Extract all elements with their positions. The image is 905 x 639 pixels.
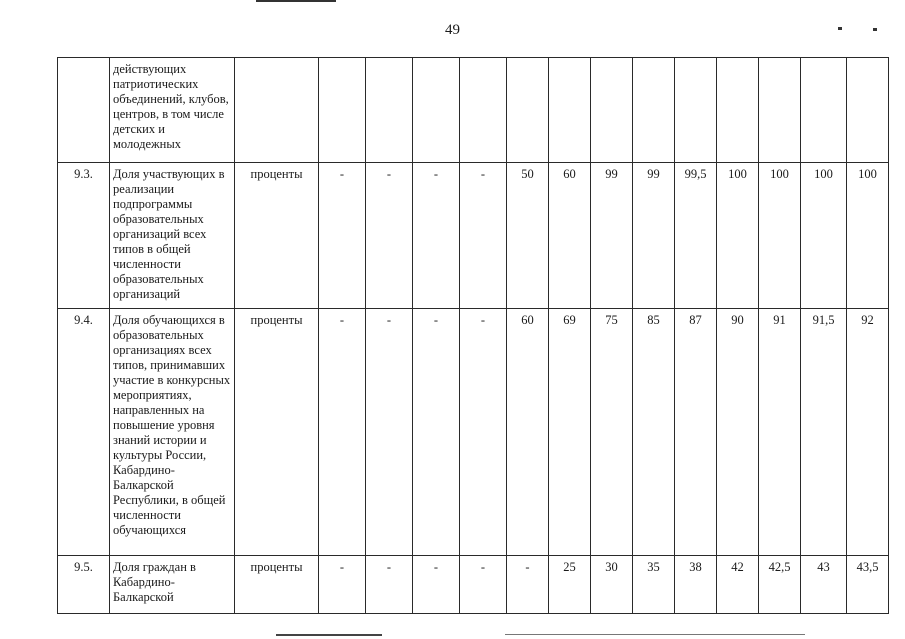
value-cell: 42 <box>717 556 759 614</box>
value-cell: - <box>460 556 507 614</box>
unit-cell <box>235 58 319 163</box>
row-number <box>58 58 110 163</box>
value-cell <box>801 58 847 163</box>
value-cell: - <box>460 163 507 309</box>
value-cell: 100 <box>847 163 889 309</box>
table-row <box>58 163 889 309</box>
row-number: 9.5. <box>58 556 110 614</box>
value-cell: 75 <box>591 309 633 556</box>
value-cell: 43 <box>801 556 847 614</box>
value-cell: - <box>413 309 460 556</box>
value-cell: - <box>413 556 460 614</box>
scan-artifact-corner-2 <box>873 28 877 31</box>
scan-artifact-top <box>256 0 336 2</box>
value-cell: - <box>366 309 413 556</box>
value-cell: - <box>366 163 413 309</box>
footer-rule-right <box>505 634 805 635</box>
value-cell: 99 <box>633 163 675 309</box>
value-cell: 25 <box>549 556 591 614</box>
indicator-name: Доля граждан в Кабардино-Балкарской <box>110 556 235 614</box>
indicators-table <box>57 57 889 614</box>
value-cell <box>759 58 801 163</box>
value-cell: 35 <box>633 556 675 614</box>
value-cell: 91 <box>759 309 801 556</box>
value-cell: 100 <box>717 163 759 309</box>
value-cell <box>319 58 366 163</box>
value-cell <box>366 58 413 163</box>
value-cell: - <box>413 163 460 309</box>
unit-cell: проценты <box>235 556 319 614</box>
value-cell: 85 <box>633 309 675 556</box>
value-cell: 50 <box>507 163 549 309</box>
table-body <box>58 58 889 614</box>
value-cell: 60 <box>507 309 549 556</box>
scan-artifact-corner-1 <box>838 27 842 30</box>
value-cell: 92 <box>847 309 889 556</box>
value-cell: 100 <box>759 163 801 309</box>
value-cell <box>507 58 549 163</box>
table-row <box>58 556 889 614</box>
footer-rule-left <box>276 634 382 636</box>
row-number: 9.4. <box>58 309 110 556</box>
value-cell <box>675 58 717 163</box>
value-cell <box>633 58 675 163</box>
indicator-name: действующих патриотических объединений, клубов, центров, в том числе детских и молодежных <box>110 58 235 163</box>
value-cell: 69 <box>549 309 591 556</box>
value-cell <box>549 58 591 163</box>
page-number: 49 <box>445 22 460 38</box>
table-row <box>58 58 889 163</box>
value-cell: - <box>366 556 413 614</box>
value-cell: 90 <box>717 309 759 556</box>
value-cell: 43,5 <box>847 556 889 614</box>
value-cell: - <box>460 309 507 556</box>
value-cell <box>591 58 633 163</box>
value-cell: 42,5 <box>759 556 801 614</box>
value-cell: - <box>319 556 366 614</box>
value-cell: 30 <box>591 556 633 614</box>
row-number: 9.3. <box>58 163 110 309</box>
value-cell <box>460 58 507 163</box>
value-cell: 100 <box>801 163 847 309</box>
indicator-name: Доля участвующих в реализации подпрограммы образовательных организаций всех типов в общей численности образовательных организаций <box>110 163 235 309</box>
value-cell <box>847 58 889 163</box>
value-cell: - <box>319 309 366 556</box>
value-cell <box>717 58 759 163</box>
value-cell: - <box>507 556 549 614</box>
value-cell: 60 <box>549 163 591 309</box>
unit-cell: проценты <box>235 163 319 309</box>
indicator-name: Доля обучающихся в образовательных организациях всех типов, принимавших участие в конкурсных мероприятиях, направленных на повышение уровня знаний истории и культуры России, Кабардино-Балкарской Республики, в общей численности обучающихся <box>110 309 235 556</box>
value-cell: 99,5 <box>675 163 717 309</box>
value-cell: 99 <box>591 163 633 309</box>
value-cell <box>413 58 460 163</box>
value-cell: - <box>319 163 366 309</box>
value-cell: 38 <box>675 556 717 614</box>
value-cell: 91,5 <box>801 309 847 556</box>
unit-cell: проценты <box>235 309 319 556</box>
table-row <box>58 309 889 556</box>
value-cell: 87 <box>675 309 717 556</box>
